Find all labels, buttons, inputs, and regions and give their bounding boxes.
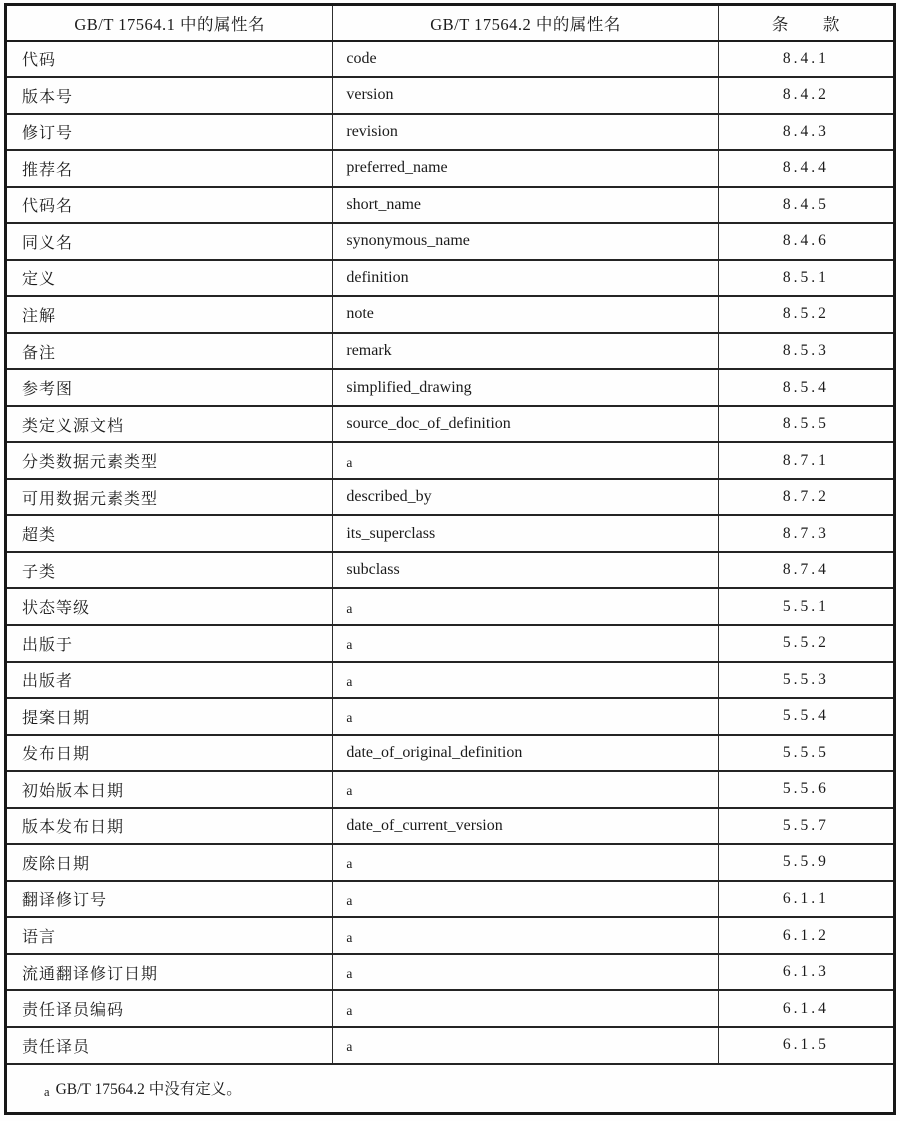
table-row — [6, 442, 895, 479]
attr-name-zh-cell: 翻译修订号 — [6, 881, 333, 918]
attr-name-en-cell: a — [333, 588, 718, 625]
table-row — [6, 369, 895, 406]
attr-name-en-cell: a — [333, 662, 718, 699]
clause-cell: 8.4.6 — [718, 223, 894, 260]
clause-cell: 8.4.2 — [718, 77, 894, 114]
footnote-cell — [6, 1064, 895, 1114]
attr-name-zh-cell: 代码 — [6, 41, 333, 78]
attr-name-zh-cell: 代码名 — [6, 187, 333, 224]
table-header — [6, 5, 895, 41]
attr-name-zh-cell: 废除日期 — [6, 844, 333, 881]
header-row — [6, 5, 895, 41]
table-row — [6, 625, 895, 662]
table-row — [6, 698, 895, 735]
table-row — [6, 223, 895, 260]
attr-name-en-cell: short_name — [333, 187, 718, 224]
attr-name-zh-cell: 定义 — [6, 260, 333, 297]
table-row — [6, 735, 895, 772]
table-row — [6, 588, 895, 625]
clause-cell: 5.5.2 — [718, 625, 894, 662]
attr-name-en-cell: date_of_original_definition — [333, 735, 718, 772]
table-row — [6, 333, 895, 370]
attr-name-zh-cell: 发布日期 — [6, 735, 333, 772]
attr-name-zh-cell: 出版于 — [6, 625, 333, 662]
clause-cell: 8.5.4 — [718, 369, 894, 406]
clause-cell: 6.1.4 — [718, 990, 894, 1027]
clause-cell: 8.5.2 — [718, 296, 894, 333]
table-row — [6, 260, 895, 297]
clause-cell: 6.1.1 — [718, 881, 894, 918]
attr-name-en-cell: a — [333, 954, 718, 991]
clause-cell: 8.5.1 — [718, 260, 894, 297]
attr-name-en-cell: described_by — [333, 479, 718, 516]
clause-cell: 6.1.2 — [718, 917, 894, 954]
table-row — [6, 41, 895, 78]
attr-name-zh-cell: 出版者 — [6, 662, 333, 699]
table-row — [6, 808, 895, 845]
attr-name-en-cell: version — [333, 77, 718, 114]
table-row — [6, 662, 895, 699]
table-row — [6, 1027, 895, 1064]
attr-name-zh-cell: 可用数据元素类型 — [6, 479, 333, 516]
clause-cell: 5.5.9 — [718, 844, 894, 881]
clause-cell: 5.5.1 — [718, 588, 894, 625]
attr-name-en-cell: synonymous_name — [333, 223, 718, 260]
footnote-text: GB/T 17564.2 中没有定义。 — [55, 1081, 242, 1099]
clause-cell: 8.5.3 — [718, 333, 894, 370]
table-row — [6, 479, 895, 516]
attr-name-zh-cell: 注解 — [6, 296, 333, 333]
table-row — [6, 771, 895, 808]
attr-name-zh-cell: 分类数据元素类型 — [6, 442, 333, 479]
attr-name-zh-cell: 流通翻译修订日期 — [6, 954, 333, 991]
attr-name-zh-cell: 提案日期 — [6, 698, 333, 735]
clause-cell: 8.4.5 — [718, 187, 894, 224]
table-row — [6, 552, 895, 589]
attr-name-en-cell: subclass — [333, 552, 718, 589]
table-footer — [6, 1064, 895, 1114]
table-row — [6, 77, 895, 114]
header-attr-name-gbt17564-2: GB/T 17564.2 中的属性名 — [333, 5, 718, 41]
clause-cell: 8.7.2 — [718, 479, 894, 516]
attr-name-zh-cell: 责任译员编码 — [6, 990, 333, 1027]
attr-name-zh-cell: 超类 — [6, 515, 333, 552]
footnote-marker: a — [44, 1085, 50, 1100]
table-row — [6, 990, 895, 1027]
clause-cell: 8.7.4 — [718, 552, 894, 589]
table-row — [6, 187, 895, 224]
attr-name-en-cell: a — [333, 844, 718, 881]
attr-name-zh-cell: 版本发布日期 — [6, 808, 333, 845]
clause-cell: 8.4.3 — [718, 114, 894, 151]
attr-name-zh-cell: 初始版本日期 — [6, 771, 333, 808]
attr-name-zh-cell: 子类 — [6, 552, 333, 589]
attr-name-en-cell: definition — [333, 260, 718, 297]
table-body — [6, 41, 895, 1064]
attr-name-en-cell: remark — [333, 333, 718, 370]
attr-name-en-cell: simplified_drawing — [333, 369, 718, 406]
attr-name-en-cell: note — [333, 296, 718, 333]
clause-cell: 5.5.3 — [718, 662, 894, 699]
attr-name-en-cell: a — [333, 771, 718, 808]
attr-name-en-cell: a — [333, 1027, 718, 1064]
attr-name-en-cell: a — [333, 881, 718, 918]
table-row — [6, 954, 895, 991]
attr-name-en-cell: preferred_name — [333, 150, 718, 187]
attr-name-en-cell: a — [333, 625, 718, 662]
attr-name-zh-cell: 参考图 — [6, 369, 333, 406]
table-row — [6, 296, 895, 333]
attr-name-zh-cell: 备注 — [6, 333, 333, 370]
attr-name-en-cell: a — [333, 917, 718, 954]
clause-cell: 6.1.5 — [718, 1027, 894, 1064]
clause-cell: 8.4.1 — [718, 41, 894, 78]
attr-name-en-cell: a — [333, 442, 718, 479]
footnote-row — [6, 1064, 895, 1114]
attr-name-zh-cell: 版本号 — [6, 77, 333, 114]
attr-name-zh-cell: 状态等级 — [6, 588, 333, 625]
attr-name-zh-cell: 责任译员 — [6, 1027, 333, 1064]
clause-cell: 8.7.3 — [718, 515, 894, 552]
attr-name-en-cell: code — [333, 41, 718, 78]
attr-name-en-cell: revision — [333, 114, 718, 151]
attr-name-en-cell: a — [333, 990, 718, 1027]
attr-name-zh-cell: 推荐名 — [6, 150, 333, 187]
attr-name-zh-cell: 同义名 — [6, 223, 333, 260]
attr-name-zh-cell: 语言 — [6, 917, 333, 954]
clause-cell: 5.5.6 — [718, 771, 894, 808]
attr-name-en-cell: a — [333, 698, 718, 735]
header-attr-name-gbt17564-1: GB/T 17564.1 中的属性名 — [6, 5, 333, 41]
attr-name-en-cell: date_of_current_version — [333, 808, 718, 845]
attr-name-en-cell: its_superclass — [333, 515, 718, 552]
table-row — [6, 150, 895, 187]
attr-name-zh-cell: 修订号 — [6, 114, 333, 151]
clause-cell: 8.4.4 — [718, 150, 894, 187]
attr-name-zh-cell: 类定义源文档 — [6, 406, 333, 443]
clause-cell: 5.5.7 — [718, 808, 894, 845]
clause-cell: 8.5.5 — [718, 406, 894, 443]
attribute-mapping-table — [4, 3, 896, 1115]
clause-cell: 8.7.1 — [718, 442, 894, 479]
table-row — [6, 881, 895, 918]
table-row — [6, 844, 895, 881]
table-row — [6, 917, 895, 954]
clause-cell: 5.5.5 — [718, 735, 894, 772]
table-row — [6, 515, 895, 552]
attr-name-en-cell: source_doc_of_definition — [333, 406, 718, 443]
table-row — [6, 114, 895, 151]
clause-cell: 6.1.3 — [718, 954, 894, 991]
table-row — [6, 406, 895, 443]
header-clause: 条 款 — [718, 5, 894, 41]
clause-cell: 5.5.4 — [718, 698, 894, 735]
